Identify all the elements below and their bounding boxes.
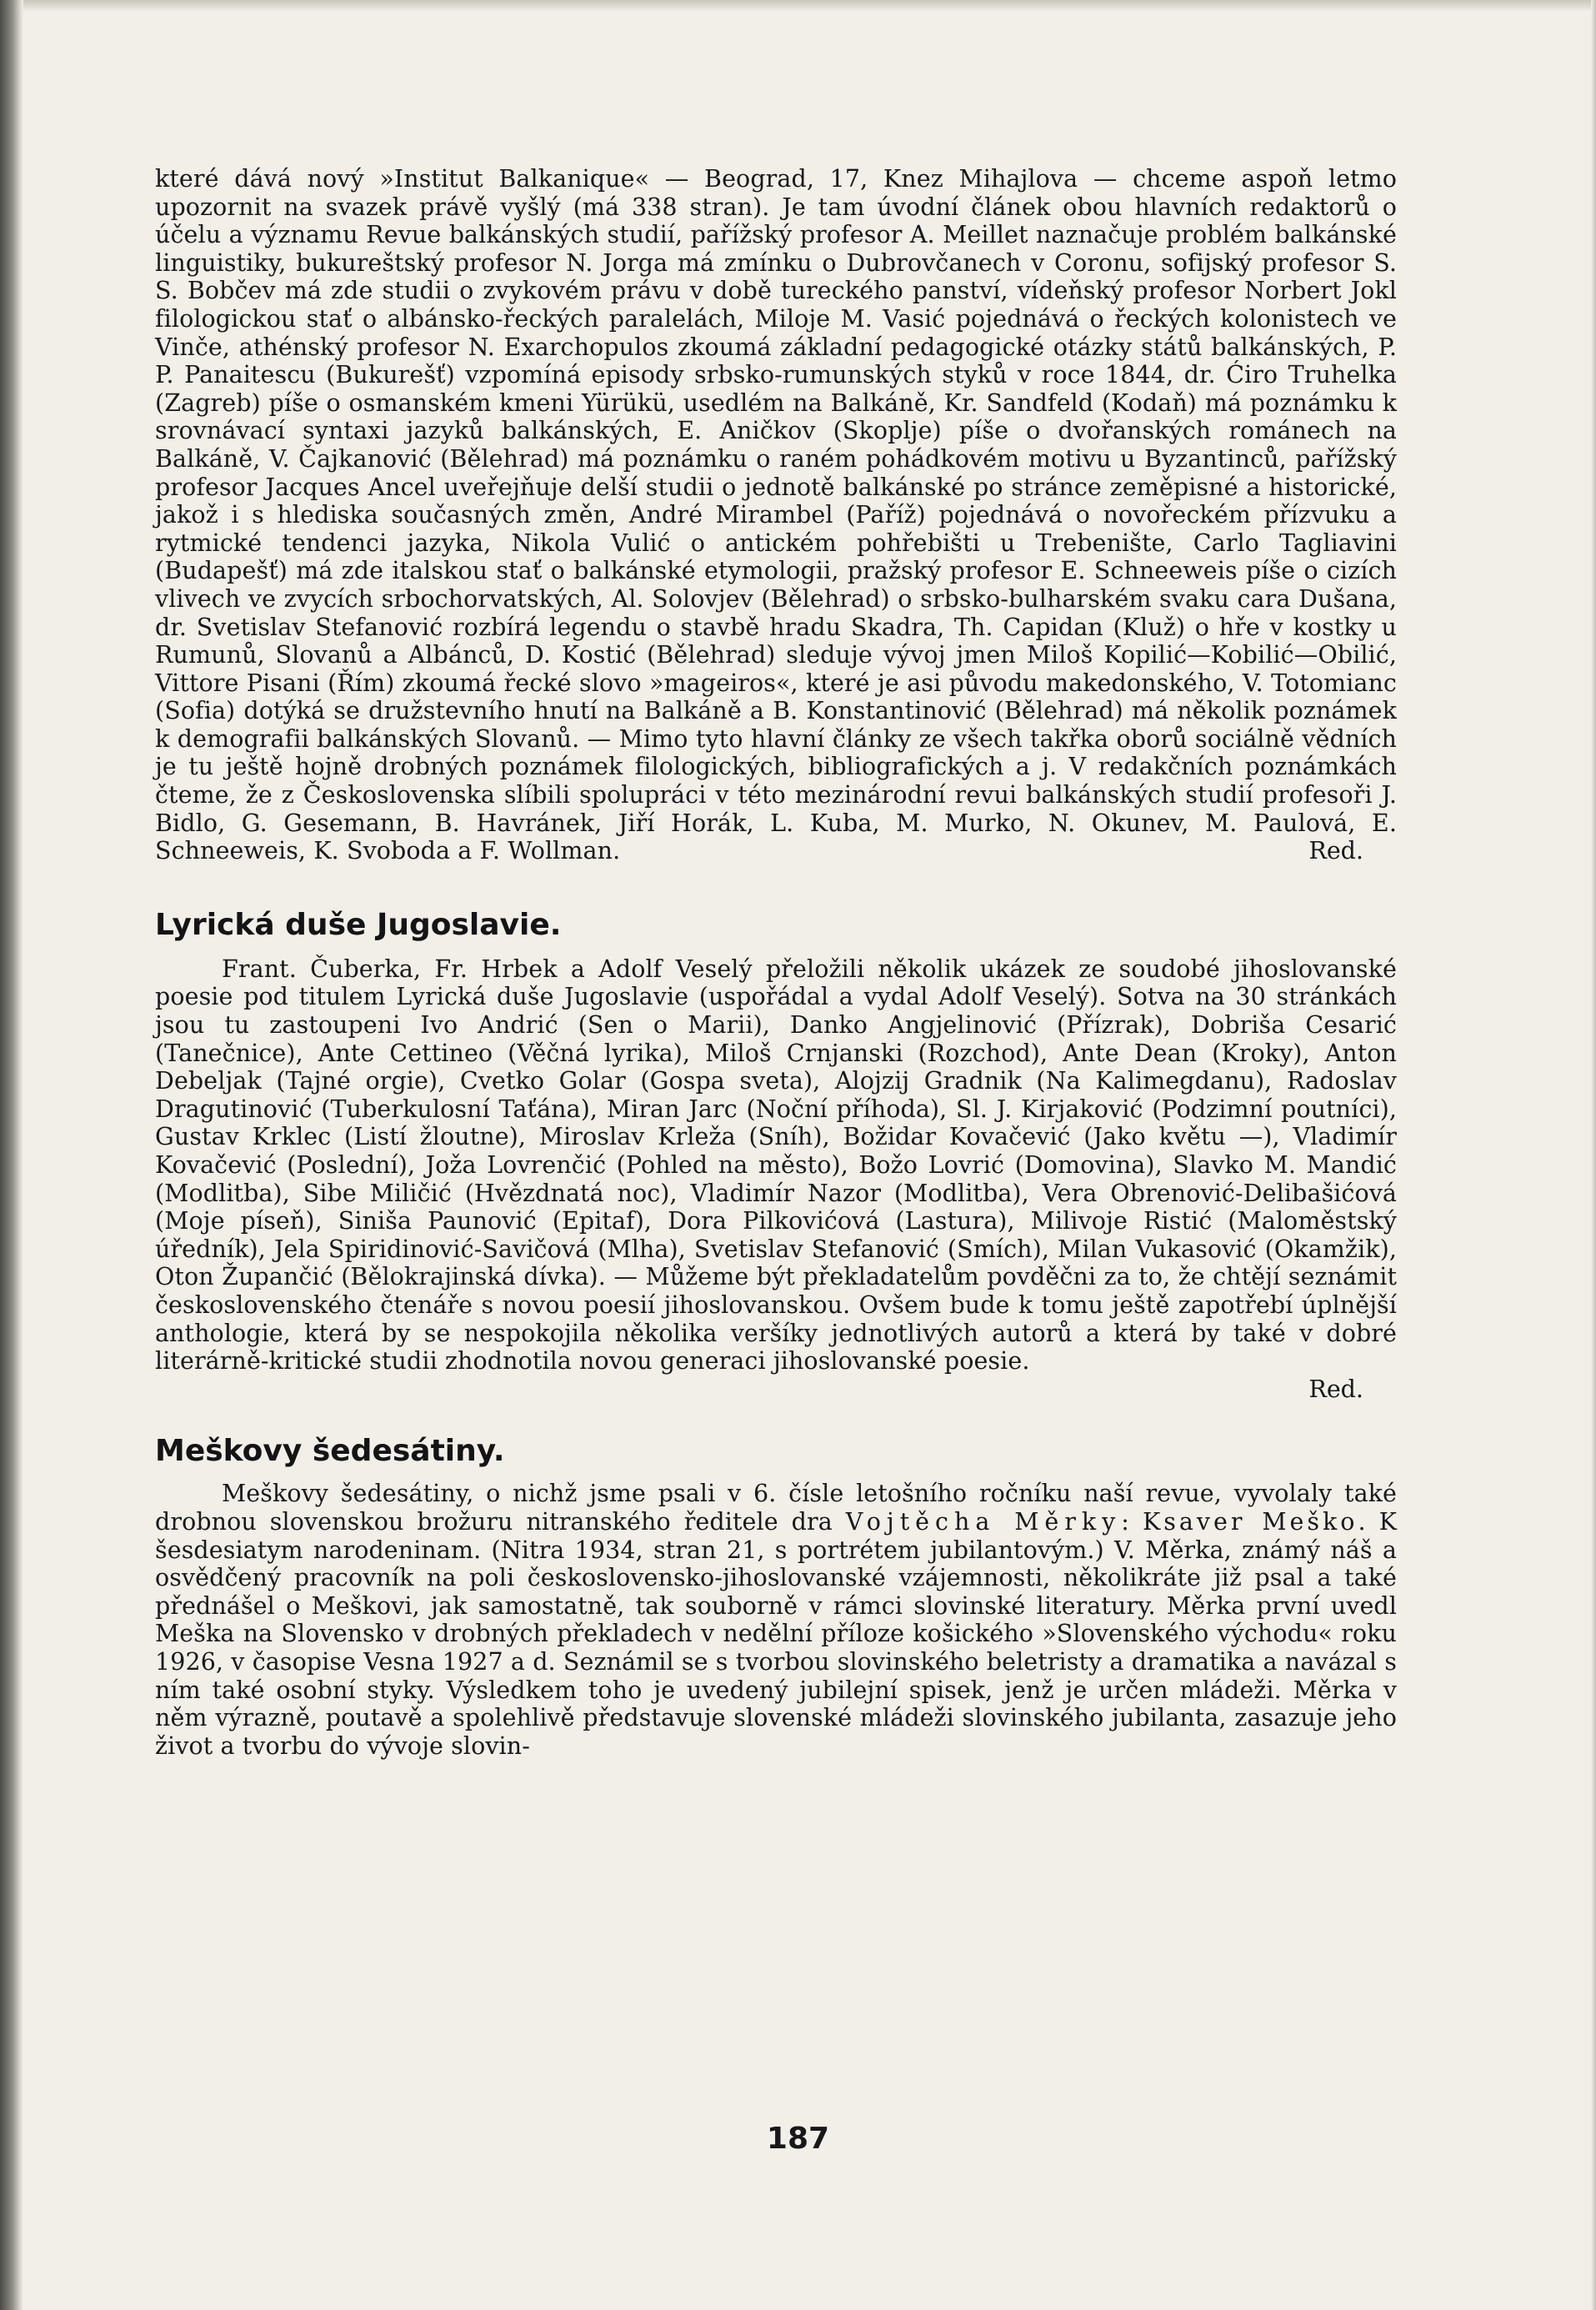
spaced-author-name: Vojtěcha Měrky [845,1507,1122,1536]
text-run-start: Meškovy šedesátiny, o nichž jsme psali v 6. čísle letošního ročníku naší revue, vyvolaly také drobnou slovenskou brožuru nitranského ředitele dra [155,1480,1397,1536]
signature-red-1: Red. [1308,837,1363,865]
page-number: 187 [766,2122,830,2156]
top-shadow [23,0,1596,12]
section-title-meskovy-sedesatiny: Meškovy šedesátiny. [155,1434,505,1469]
right-edge [1591,0,1596,2310]
page-content [155,165,1397,1760]
paragraph-lyricka-duse: Frant. Čuberka, Fr. Hrbek a Adolf Veselý přeložili několik ukázek ze soudobé jihoslovanské poesie pod titulem Lyrická duše Jugoslavie (uspořádal a vydal Adolf Veselý). Sotva na 30 stránkách jsou tu zastoupeni Ivo Andrić (Sen o Marii), Danko Angjelinović (Přízrak), Dobriša Cesarić (Tanečnice), Ante Cettineo (Věčná lyrika), Miloš Crnjanski (Rozchod), Ante Dean (Kroky), Anton Debeljak (Tajné orgie), Cvetko Golar (Gospa sveta), Alojzij Gradnik (Na Kalimegdanu), Radoslav Dragutinović (Tuberkulosní Taťána), Miran Jarc (Noční příhoda), Sl. J. Kirjaković (Podzimní poutníci), Gustav Krklec (Listí žloutne), Miroslav Krleža (Sníh), Božidar Kovačević (Jako květu —), Vladimír Kovačević (Poslední), Joža Lovrenčić (Pohled na město), Božo Lovrić (Domovina), Slavko M. Mandić (Modlitba), Sibe Miličić (Hvězdnatá noc), Vladimír Nazor (Modlitba), Vera Obrenović-Delibašićová (Moje píseň), Siniša Paunović (Epitaf), Dora Pilkovićová (Lastura), Milivoje Ristić (Maloměstský úředník), Jela Spiridinović-Savičová (Mlha), Svetislav Stefanović (Smích), Milan Vukasović (Okamžik), Oton Župančić (Bělokrajinská dívka). — Můžeme být překladatelům povděčni za to, že chtějí seznámit československého čtenáře s novou poesií jihoslovanskou. Ovšem bude k tomu ještě zapotřebí úplnější anthologie, která by se nespokojila několika veršíky jednotlivých autorů a která by také v dobré literárně-kritické studii zhodnotila novou generaci jihoslovanské poesie. [155,955,1397,1375]
binding-edge [0,0,23,2310]
signature-red-2: Red. [1308,1375,1363,1403]
text-run-colon: : [1121,1507,1143,1536]
spaced-book-title: Ksaver Meško [1142,1507,1358,1536]
text-run-end: . K šesdesiatym narodeninam. (Nitra 1934, stran 21, s portrétem jubilantovým.) V. Měrka, známý náš a osvědčený pracovník na poli československo-jihoslovanské vzájemnosti, několikráte již psal a také přednášel o Meškovi, jak samostatně, tak souborně v rámci slovinské literatury. Měrka první uvedl Meška na Slovensko v drobných překladech v nedělní příloze košického »Slovenského východu« roku 1926, v časopise Vesna 1927 a d. Seznámil se s tvorbou slovinského beletristy a dramatika a navázal s ním také osobní styky. Výsledkem toho je uvedený jubilejní spisek, jenž je určen mládeži. Měrka v něm výrazně, poutavě a spolehlivě představuje slovenské mládeži slovinského jubilanta, zasazuje jeho život a tvorbu do vývoje slovin- [155,1507,1397,1760]
section-title-lyricka-duse: Lyrická duše Jugoslavie. [155,907,562,942]
paragraph-meskovy-sedesatiny [155,1480,1397,1760]
paragraph-institut-balkanique: které dává nový »Institut Balkanique« — Beograd, 17, Knez Mihajlova — chceme aspoň letmo upozornit na svazek právě vyšlý (má 338 stran). Je tam úvodní článek obou hlavních redaktorů o účelu a významu Revue balkánských studií, pařížský profesor A. Meillet naznačuje problém balkánské linguistiky, bukureštský profesor N. Jorga má zmínku o Dubrovčanech v Coronu, sofijský profesor S. S. Bobčev má zde studii o zvykovém právu v době tureckého panství, vídeňský profesor Norbert Jokl filologickou stať o albánsko-řeckých paralelách, Miloje M. Vasić pojednává o řeckých kolonistech ve Vinče, athénský profesor N. Exarchopulos zkoumá základní pedagogické otázky států balkánských, P. P. Panaitescu (Bukurešť) vzpomíná episody srbsko-rumunských styků v roce 1844, dr. Ćiro Truhelka (Zagreb) píše o osmanském kmeni Yürükü, usedlém na Balkáně, Kr. Sandfeld (Kodaň) má poznámku k srovnávací syntaxi jazyků balkánských, E. Aničkov (Skoplje) píše o dvořanských románech na Balkáně, V. Čajkanović (Bělehrad) má poznámku o raném pohádkovém motivu u Byzantinců, pařížský profesor Jacques Ancel uveřejňuje delší studii o jednotě balkánské po stránce zeměpisné a historické, jakož i s hlediska současných změn, André Mirambel (Paříž) pojednává o novořeckém přízvuku a rytmické tendenci jazyka, Nikola Vulić o antickém pohřebišti u Trebenište, Carlo Tagliavini (Budapešť) má zde italskou stať o balkánské etymologii, pražský profesor E. Schneeweis píše o cizích vlivech ve zvycích srbochorvatských, Al. Solovjev (Bělehrad) o srbsko-bulharském svaku cara Dušana, dr. Svetislav Stefanović rozbírá legendu o stavbě hradu Skadra, Th. Capidan (Kluž) o hře v kostky u Rumunů, Slovanů a Albánců, D. Kostić (Bělehrad) sleduje vývoj jmen Miloš Kopilić—Kobilić—Obilić, Vittore Pisani (Řím) zkoumá řecké slovo »mageiros«, které je asi původu makedonského, V. Totomianc (Sofia) dotýká se družstevního hnutí na Balkáně a B. Konstantinović (Bělehrad) má několik poznámek k demografii balkánských Slovanů. — Mimo tyto hlavní články ze všech takřka oborů sociálně vědních je tu ještě hojně drobných poznámek filologických, bibliografických a j. V redakčních poznámkách čteme, že z Československa slíbili spolupráci v této mezinárodní revui balkánských studií profesoři J. Bidlo, G. Gesemann, B. Havránek, Jiří Horák, L. Kuba, M. Murko, N. Okunev, M. Paulová, E. Schneeweis, K. Svoboda a F. Wollman. [155,165,1397,865]
